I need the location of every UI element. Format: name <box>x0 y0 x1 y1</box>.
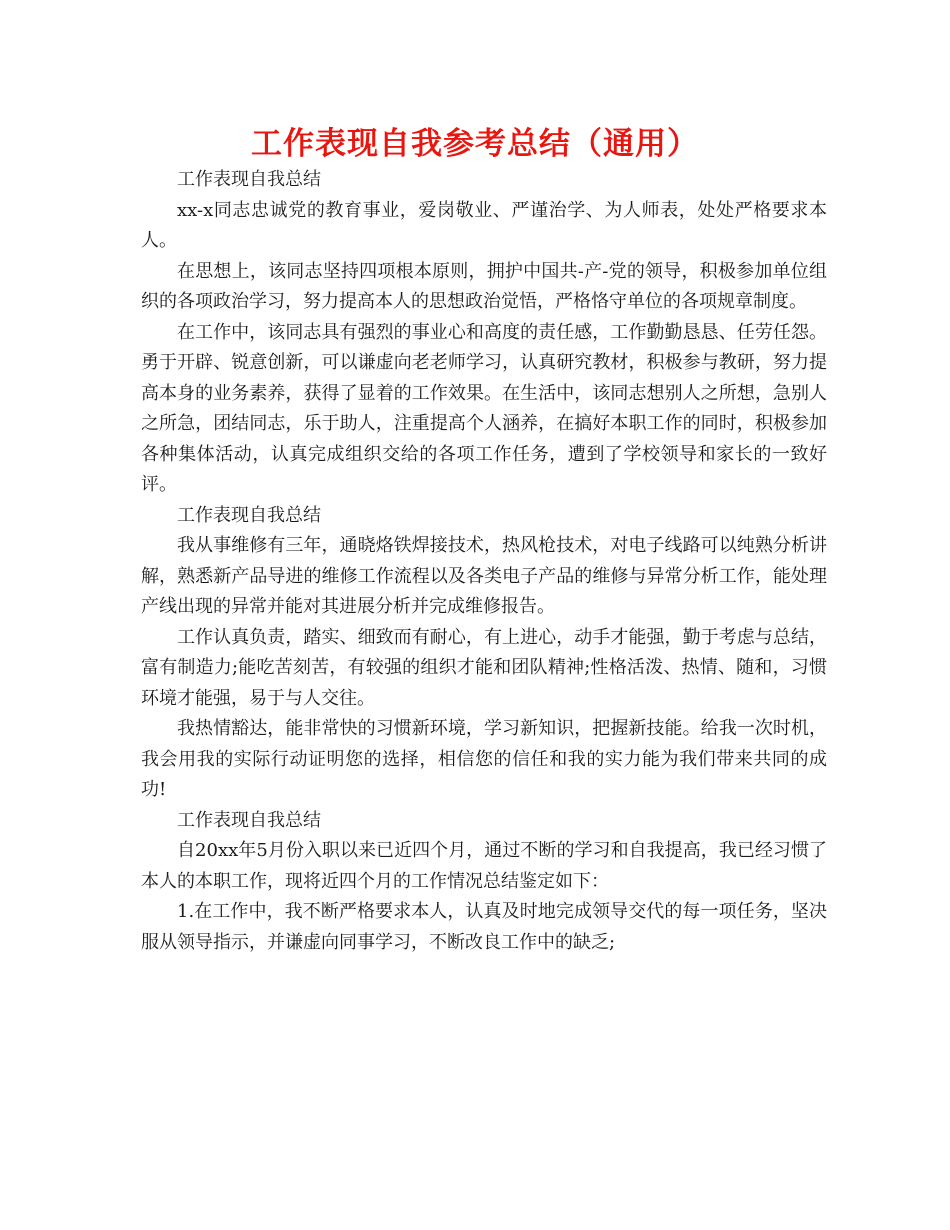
paragraph: 工作认真负责，踏实、细致而有耐心，有上进心，动手才能强，勤于考虑与总结，富有制造力;能吃苦刻苦，有较强的组织才能和团队精神;性格活泼、热情、随和，习惯环境才能强，易于与人交往。 <box>141 626 827 709</box>
paragraph: 我从事维修有三年，通晓烙铁焊接技术，热风枪技术，对电子线路可以纯熟分析讲解，熟悉新产品导进的维修工作流程以及各类电子产品的维修与异常分析工作，能处理产线出现的异常并能对其进展分析并完成维修报告。 <box>141 535 827 617</box>
section-heading: 工作表现自我总结 <box>177 169 321 190</box>
section-heading: 工作表现自我总结 <box>177 809 321 831</box>
paragraph: 1.在工作中，我不断严格要求本人，认真及时地完成领导交代的每一项任务，坚决服从领导指示，并谦虚向同事学习，不断改良工作中的缺乏; <box>141 901 827 953</box>
paragraph: 我热情豁达，能非常快的习惯新环境，学习新知识，把握新技能。给我一次时机，我会用我的实际行动证明您的选择，相信您的信任和我的实力能为我们带来共同的成功! <box>141 718 827 800</box>
paragraph: 自20xx年5月份入职以来已近四个月，通过不断的学习和自我提高，我已经习惯了本人的本职工作，现将近四个月的工作情况总结鉴定如下： <box>141 840 827 892</box>
document-title: 工作表现自我参考总结（通用） <box>251 126 699 162</box>
paragraph: 在思想上，该同志坚持四项根本原则，拥护中国共-产-党的领导，积极参加单位组织的各项政治学习，努力提高本人的思想政治觉悟，严格恪守单位的各项规章制度。 <box>141 260 827 312</box>
paragraph: 在工作中，该同志具有强烈的事业心和高度的责任感，工作勤勤恳恳、任劳任怨。勇于开辟、锐意创新，可以谦虚向老老师学习，认真研究教材，积极参与教研，努力提高本身的业务素养，获得了显着的工作效果。在生活中，该同志想别人之所想，急别人之所急，团结同志，乐于助人，注重提高个人涵养，在搞好本职工作的同时，积极参加各种集体活动，认真完成组织交给的各项工作任务，遭到了学校领导和家长的一致好评。 <box>141 321 827 495</box>
section-heading: 工作表现自我总结 <box>177 504 321 526</box>
document-body <box>141 165 827 958</box>
paragraph: xx-x同志忠诚党的教育事业，爱岗敬业、严谨治学、为人师表，处处严格要求本人。 <box>141 199 827 251</box>
